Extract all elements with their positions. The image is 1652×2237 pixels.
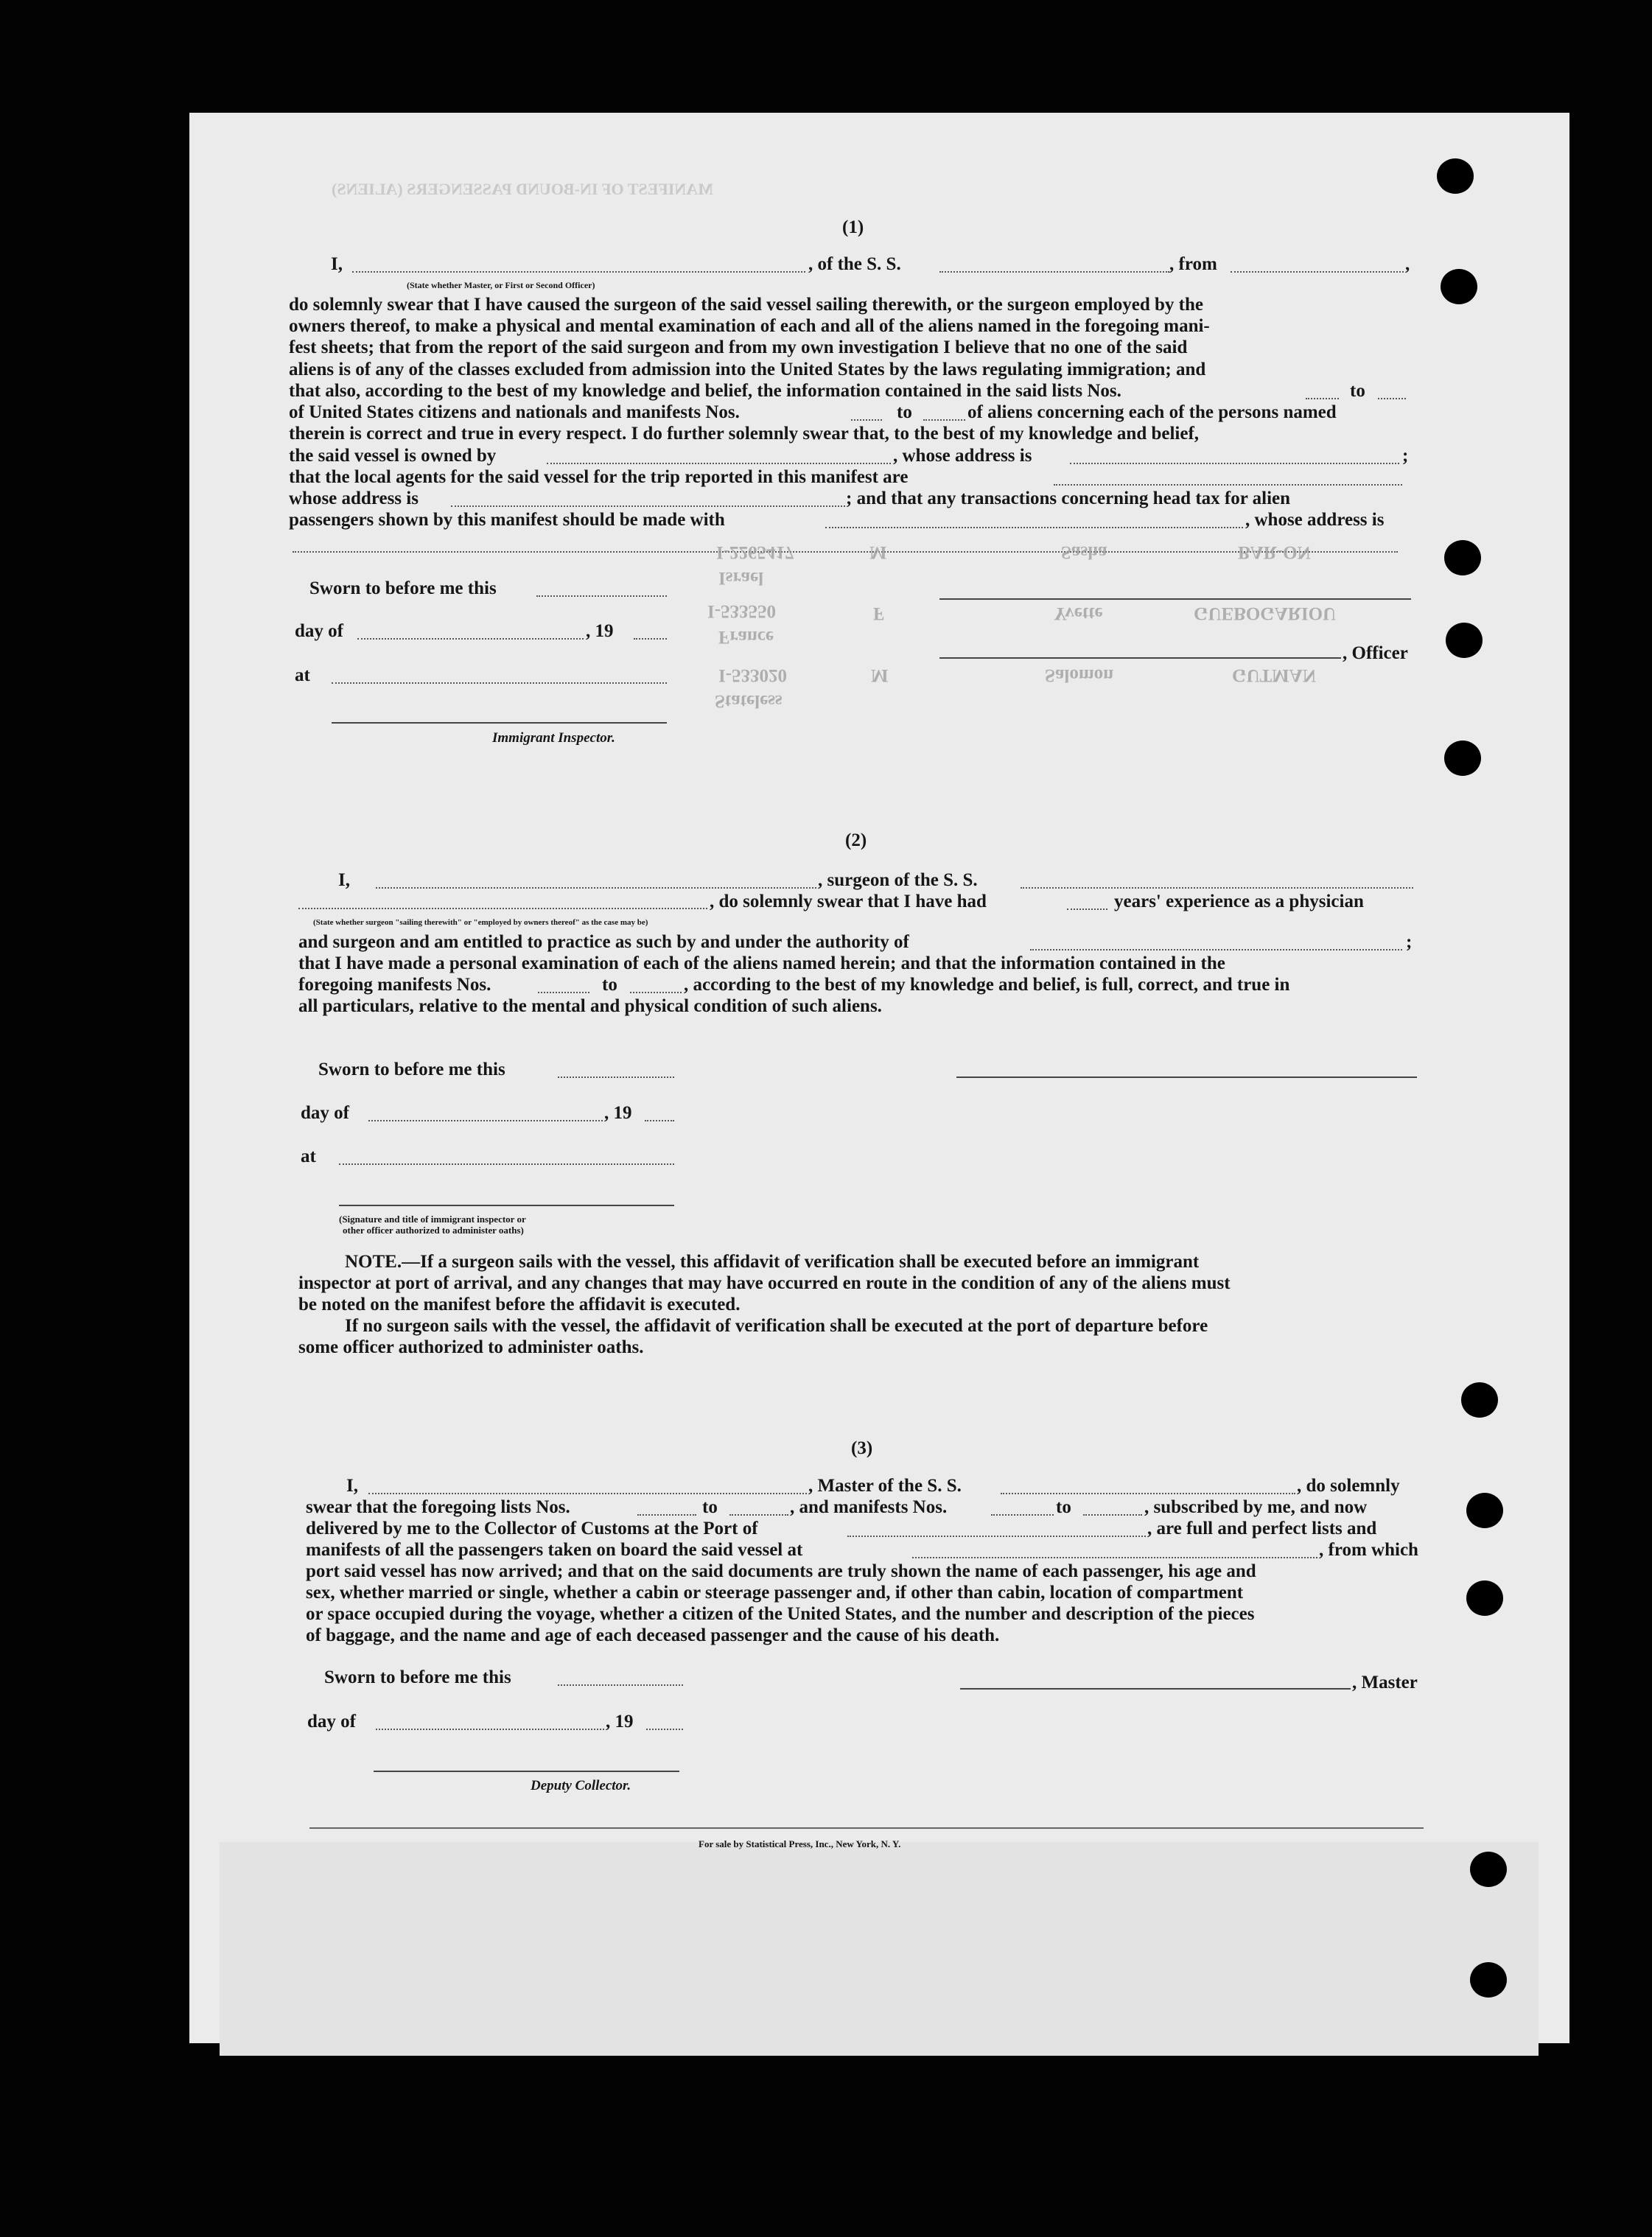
s3-lists-to-field[interactable] bbox=[729, 1514, 788, 1516]
punch-hole bbox=[1461, 1382, 1498, 1418]
footer-text: For sale by Statistical Press, Inc., New York, N. Y. bbox=[699, 1838, 901, 1849]
s1-officer-label: , Officer bbox=[1343, 643, 1408, 663]
s3-swear-lists: swear that the foregoing lists Nos. bbox=[306, 1497, 570, 1517]
s3-to: to bbox=[702, 1497, 718, 1517]
bleed-surname: GUTMAN bbox=[1232, 665, 1316, 685]
s1-para-line: the said vessel is owned by bbox=[289, 446, 497, 466]
s1-manifests-from-field[interactable] bbox=[851, 419, 882, 421]
s2-sworn: Sworn to before me this bbox=[318, 1060, 505, 1079]
s3-deputy-line[interactable] bbox=[374, 1771, 679, 1772]
bleed-place: France bbox=[718, 627, 774, 647]
s1-of-aliens: of aliens concerning each of the persons named bbox=[967, 402, 1337, 422]
s1-whose-address: , whose address is bbox=[893, 446, 1032, 466]
s2-para-line: that I have made a personal examination of each of the aliens named herein; and that the information contained in the bbox=[298, 953, 1225, 973]
s1-lists-from-field[interactable] bbox=[1306, 398, 1339, 399]
s3-master-label: , Master bbox=[1352, 1673, 1418, 1692]
s1-comma: , bbox=[1405, 254, 1410, 274]
s3-departure-port-field[interactable] bbox=[912, 1557, 1317, 1558]
s1-agents-field[interactable] bbox=[1054, 484, 1402, 486]
s2-semicolon: ; bbox=[1406, 932, 1413, 952]
s3-year-field[interactable] bbox=[646, 1729, 683, 1730]
s2-para-line: and surgeon and am entitled to practice as such by and under the authority of bbox=[298, 932, 909, 952]
s1-head-tax-address-field[interactable] bbox=[293, 551, 1398, 553]
s1-day-of: day of bbox=[295, 621, 343, 641]
bleed-id: I-2265417 bbox=[716, 542, 794, 562]
s1-from: , from bbox=[1169, 254, 1217, 274]
s1-inspector-label: Immigrant Inspector. bbox=[492, 730, 615, 746]
s1-vessel-field[interactable] bbox=[939, 271, 1169, 273]
s1-nineteen: , 19 bbox=[586, 621, 614, 641]
s1-at: at bbox=[295, 665, 310, 685]
bleed-given: Yvette bbox=[1054, 603, 1103, 623]
s1-lists-to-field[interactable] bbox=[1378, 398, 1406, 399]
s3-full-perfect: , are full and perfect lists and bbox=[1147, 1519, 1377, 1538]
s1-officer-note: (State whether Master, or First or Second Officer) bbox=[407, 280, 595, 290]
s1-para-line: whose address is bbox=[289, 489, 419, 508]
s2-years: years' experience as a physician bbox=[1114, 892, 1364, 911]
section-1-heading: (1) bbox=[842, 217, 864, 237]
s1-owner-address-field[interactable] bbox=[1070, 463, 1399, 464]
bleed-surname: GUEBOGARIOU bbox=[1194, 603, 1337, 623]
s2-at: at bbox=[301, 1146, 316, 1166]
s1-head-tax: ; and that any transactions concerning head tax for alien bbox=[846, 489, 1291, 508]
s3-day-field[interactable] bbox=[376, 1729, 604, 1730]
s3-to-2: to bbox=[1056, 1497, 1071, 1517]
s1-para-line: owners thereof, to make a physical and mental examination of each and all of the aliens named in the foregoing mani- bbox=[289, 316, 1210, 336]
s2-according: , according to the best of my knowledge and belief, is full, correct, and true in bbox=[684, 975, 1290, 995]
punch-hole bbox=[1470, 1852, 1507, 1887]
s2-manifests-to-field[interactable] bbox=[630, 992, 682, 993]
s3-day-of: day of bbox=[307, 1712, 356, 1732]
s2-para-line: all particulars, relative to the mental and physical condition of such aliens. bbox=[298, 996, 882, 1016]
bleed-place: Israel bbox=[718, 568, 764, 588]
s2-note-line: If no surgeon sails with the vessel, the affidavit of verification shall be executed at the port of departure before bbox=[345, 1316, 1208, 1336]
s3-para-line: of baggage, and the name and age of each deceased passenger and the cause of his death. bbox=[306, 1625, 1000, 1645]
s1-para-line: passengers shown by this manifest should be made with bbox=[289, 510, 725, 530]
s2-status-note: (State whether surgeon "sailing therewith" or "employed by owners thereof" as the case may be) bbox=[313, 918, 648, 927]
s2-surgeon-signature-line[interactable] bbox=[956, 1077, 1417, 1078]
s1-head-tax-party-field[interactable] bbox=[825, 527, 1243, 528]
bleed-sex: M bbox=[869, 542, 887, 562]
s2-sworn-field[interactable] bbox=[558, 1077, 674, 1078]
s2-year-field[interactable] bbox=[645, 1120, 674, 1121]
s2-status-field[interactable] bbox=[298, 908, 707, 909]
bleed-given: Salomon bbox=[1045, 665, 1114, 685]
s2-authority-field[interactable] bbox=[1030, 949, 1402, 951]
s3-subscribed: , subscribed by me, and now bbox=[1144, 1497, 1368, 1517]
s3-deputy-label: Deputy Collector. bbox=[531, 1778, 631, 1793]
s1-year-field[interactable] bbox=[634, 638, 667, 640]
s2-note-line: inspector at port of arrival, and any changes that may have occurred en route in the condition of any of the aliens must bbox=[298, 1273, 1231, 1293]
bleed-given: Sasha bbox=[1061, 542, 1107, 562]
s2-vessel-field[interactable] bbox=[1021, 887, 1413, 889]
s1-at-field[interactable] bbox=[332, 682, 667, 684]
s3-lists-from-field[interactable] bbox=[637, 1514, 696, 1516]
s3-master-signature-line[interactable] bbox=[960, 1688, 1351, 1690]
s1-signature-line[interactable] bbox=[939, 598, 1411, 600]
s1-to: to bbox=[1350, 381, 1365, 401]
punch-hole bbox=[1444, 741, 1481, 776]
bleed-id: I-533020 bbox=[718, 665, 788, 685]
s3-para-line: port said vessel has now arrived; and that on the said documents are truly shown the name of each passenger, his age and bbox=[306, 1561, 1256, 1581]
s2-nineteen: , 19 bbox=[604, 1103, 632, 1123]
s2-surgeon-of: , surgeon of the S. S. bbox=[818, 870, 978, 890]
s2-para-line: foregoing manifests Nos. bbox=[298, 975, 491, 995]
s2-day-of: day of bbox=[301, 1103, 349, 1123]
s3-sworn-field[interactable] bbox=[558, 1684, 683, 1686]
s1-manifests-to-field[interactable] bbox=[923, 419, 965, 421]
s3-para-line: sex, whether married or single, whether a cabin or steerage passenger and, if other than cabin, location of compartment bbox=[306, 1583, 1244, 1603]
s3-i-label: I, bbox=[346, 1476, 358, 1496]
s3-and-manifests: , and manifests Nos. bbox=[790, 1497, 948, 1517]
s3-master-of: , Master of the S. S. bbox=[808, 1476, 962, 1496]
s3-manifests-from-field[interactable] bbox=[991, 1514, 1054, 1516]
s2-sig-note-1: (Signature and title of immigrant inspector or bbox=[339, 1214, 526, 1225]
s1-para-line: that also, according to the best of my knowledge and belief, the information contained in the said lists Nos. bbox=[289, 381, 1121, 401]
s3-para-line: or space occupied during the voyage, whether a citizen of the United States, and the number and description of the pieces bbox=[306, 1604, 1255, 1624]
s3-vessel-field[interactable] bbox=[1001, 1493, 1295, 1494]
s1-semicolon: ; bbox=[1402, 446, 1409, 466]
s1-para-line: aliens is of any of the classes excluded from admission into the United States by the laws regulating immigration; and bbox=[289, 360, 1206, 379]
note-label-text: NOTE. bbox=[345, 1252, 402, 1272]
s3-port-field[interactable] bbox=[847, 1536, 1146, 1537]
s1-para-line: therein is correct and true in every respect. I do further solemnly swear that, to the best of my knowledge and belief, bbox=[289, 424, 1200, 444]
bleed-surname: BAR-ON bbox=[1238, 542, 1311, 562]
s2-inspector-line[interactable] bbox=[339, 1205, 674, 1206]
s2-day-field[interactable] bbox=[368, 1120, 603, 1121]
s2-note-line: be noted on the manifest before the affidavit is executed. bbox=[298, 1295, 741, 1314]
bleed-header-line: MANIFEST OF IN-BOUND PASSENGERS (ALIENS) bbox=[332, 180, 713, 198]
punch-hole bbox=[1441, 269, 1477, 304]
footer-rule bbox=[309, 1827, 1424, 1829]
s3-nineteen: , 19 bbox=[606, 1712, 634, 1732]
note-text-first: —If a surgeon sails with the vessel, this affidavit of verification shall be executed before an immigrant bbox=[402, 1252, 1200, 1272]
s1-officer-name-field[interactable] bbox=[352, 271, 805, 273]
punch-hole bbox=[1444, 540, 1481, 575]
s1-para-line: fest sheets; that from the report of the said surgeon and from my own investigation I believe that no one of the said bbox=[289, 337, 1188, 357]
s1-agents-address-field[interactable] bbox=[451, 505, 845, 507]
s1-to: to bbox=[897, 402, 912, 422]
bleed-place: Stateless bbox=[715, 691, 783, 711]
bleed-id: I-533550 bbox=[707, 601, 777, 621]
s1-para-line: do solemnly swear that I have caused the surgeon of the said vessel sailing therewith, or the surgeon employed by the bbox=[289, 295, 1203, 315]
s3-manifests-to-field[interactable] bbox=[1083, 1514, 1142, 1516]
s2-at-field[interactable] bbox=[339, 1163, 674, 1165]
s1-whose-address-2: , whose address is bbox=[1245, 510, 1385, 530]
s3-sworn: Sworn to before me this bbox=[324, 1667, 511, 1687]
s1-day-field[interactable] bbox=[357, 638, 584, 640]
s2-swear-had: , do solemnly swear that I have had bbox=[710, 892, 987, 911]
s2-i-label: I, bbox=[338, 870, 350, 890]
s2-years-field[interactable] bbox=[1067, 909, 1107, 910]
s3-delivered: delivered by me to the Collector of Customs at the Port of bbox=[306, 1519, 758, 1538]
s2-sig-note-2: other officer authorized to administer oaths) bbox=[343, 1225, 524, 1236]
underlying-page-edge bbox=[220, 1842, 1539, 2056]
s1-para-line: that the local agents for the said vessel for the trip reported in this manifest are bbox=[289, 467, 909, 487]
s2-surgeon-name-field[interactable] bbox=[376, 887, 816, 889]
s2-to: to bbox=[602, 975, 617, 995]
punch-hole bbox=[1470, 1962, 1507, 1998]
punch-hole bbox=[1466, 1580, 1503, 1616]
s1-inspector-line[interactable] bbox=[332, 722, 667, 724]
s1-from-field[interactable] bbox=[1231, 271, 1404, 273]
s2-note-line: some officer authorized to administer oaths. bbox=[298, 1337, 644, 1357]
s3-from-which: , from which bbox=[1319, 1540, 1418, 1560]
s1-sworn-field[interactable] bbox=[536, 595, 667, 597]
s1-i-label: I, bbox=[331, 254, 343, 274]
s2-note-label bbox=[345, 1252, 1199, 1272]
punch-hole bbox=[1437, 158, 1474, 194]
s1-officer-signature-line[interactable] bbox=[939, 657, 1341, 659]
section-3-heading: (3) bbox=[851, 1438, 873, 1458]
s3-master-name-field[interactable] bbox=[368, 1493, 807, 1494]
s1-para-line: of United States citizens and nationals and manifests Nos. bbox=[289, 402, 740, 422]
section-2-heading: (2) bbox=[845, 830, 867, 850]
s2-manifests-from-field[interactable] bbox=[538, 992, 589, 993]
bleed-sex: F bbox=[873, 603, 885, 623]
s3-manifests-all: manifests of all the passengers taken on board the said vessel at bbox=[306, 1540, 803, 1560]
s1-of-ss: , of the S. S. bbox=[808, 254, 901, 274]
s1-sworn: Sworn to before me this bbox=[309, 578, 497, 598]
bleed-sex: M bbox=[871, 665, 889, 685]
s1-owner-field[interactable] bbox=[547, 463, 891, 464]
punch-hole bbox=[1446, 623, 1483, 658]
s3-do-solemnly: , do solemnly bbox=[1297, 1476, 1400, 1496]
punch-hole bbox=[1466, 1493, 1503, 1528]
